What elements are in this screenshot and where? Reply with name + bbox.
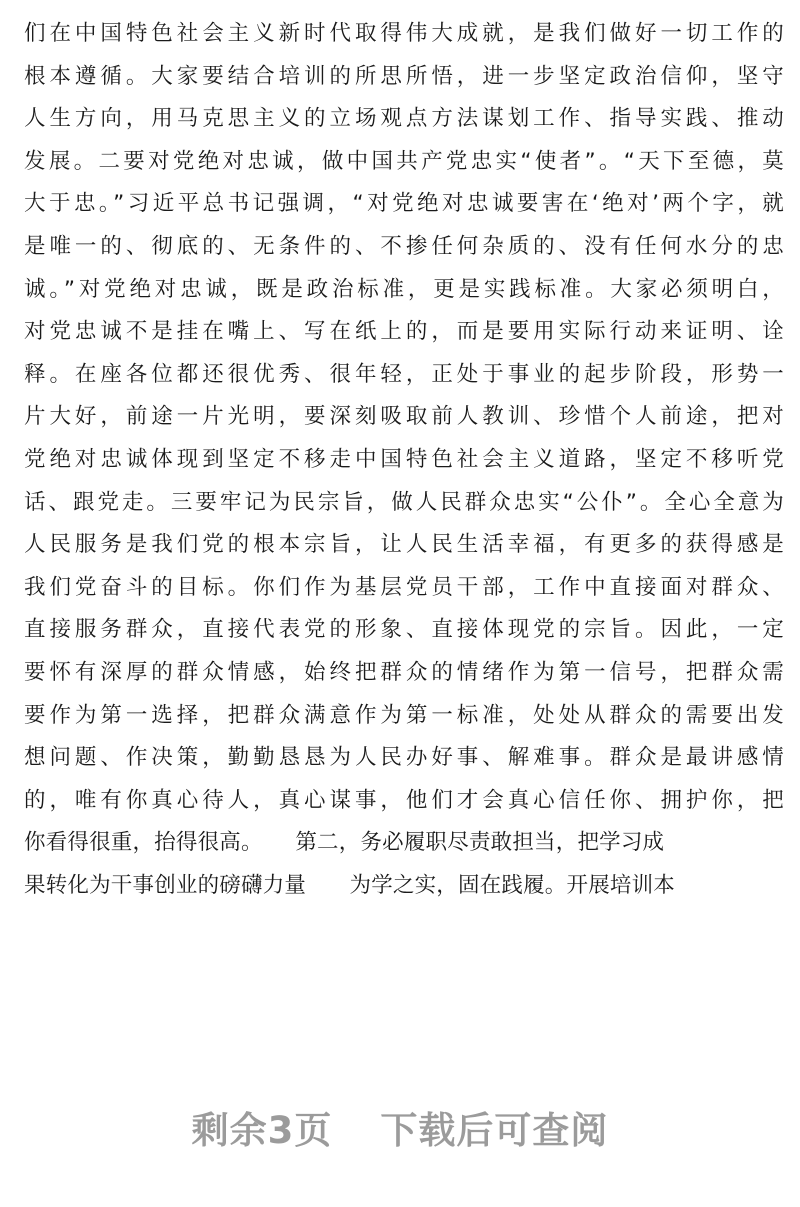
download-banner[interactable]: [0, 1100, 800, 1154]
text-line: 我们党奋斗的目标。你们作为基层党员干部，工作中直接面对群众、: [24, 574, 784, 600]
text-line: 发展。二要对党绝对忠诚，做中国共产党忠实“使者”。“天下至德，莫: [24, 148, 784, 174]
text-line: 要作为第一选择，把群众满意作为第一标准，处处从群众的需要出发: [24, 702, 784, 728]
text-line: 对党忠诚不是挂在嘴上、写在纸上的，而是要用实际行动来证明、诠: [24, 319, 784, 345]
text-line: 们在中国特色社会主义新时代取得伟大成就，是我们做好一切工作的: [24, 21, 784, 46]
text-line: 想问题、作决策，勤勤恳恳为人民办好事、解难事。群众是最讲感情: [24, 745, 784, 771]
document-body: [24, 13, 784, 907]
text-line: 是唯一的、彻底的、无条件的、不掺任何杂质的、没有任何水分的忠: [24, 233, 784, 259]
text-line: 你看得很重，抬得很高。 第二，务必履职尽责敢担当，把学习成: [24, 830, 665, 856]
text-line: 党绝对忠诚体现到坚定不移走中国特色社会主义道路，坚定不移听党: [24, 446, 784, 472]
text-line: 释。在座各位都还很优秀、很年轻，正处于事业的起步阶段，形势一: [24, 361, 784, 387]
text-line: 大于忠。”习近平总书记强调，“对党绝对忠诚要害在‘绝对’两个字，就: [24, 191, 784, 217]
download-to-view-text: 下载后可查阅: [380, 1109, 609, 1152]
remaining-pages-text: 剩余3页: [191, 1109, 333, 1152]
text-line: 的，唯有你真心待人，真心谋事，他们才会真心信任你、拥护你，把: [24, 787, 784, 813]
text-line: 根本遵循。大家要结合培训的所思所悟，进一步坚定政治信仰，坚守: [24, 63, 784, 89]
text-line: 人民服务是我们党的根本宗旨，让人民生活幸福，有更多的获得感是: [24, 532, 784, 558]
text-line: 片大好，前途一片光明，要深刻吸取前人教训、珍惜个人前途，把对: [24, 404, 784, 430]
text-line: 要怀有深厚的群众情感，始终把群众的情绪作为第一信号，把群众需: [24, 659, 784, 685]
text-line: 诚。”对党绝对忠诚，既是政治标准，更是实践标准。大家必须明白，: [24, 276, 784, 302]
text-line: 直接服务群众，直接代表党的形象、直接体现党的宗旨。因此，一定: [24, 617, 784, 643]
text-line: 人生方向，用马克思主义的立场观点方法谋划工作、指导实践、推动: [24, 106, 784, 132]
text-line: 果转化为干事创业的磅礴力量 为学之实，固在践履。开展培训本: [24, 872, 676, 898]
text-line: 话、跟党走。三要牢记为民宗旨，做人民群众忠实“公仆”。全心全意为: [24, 489, 784, 515]
